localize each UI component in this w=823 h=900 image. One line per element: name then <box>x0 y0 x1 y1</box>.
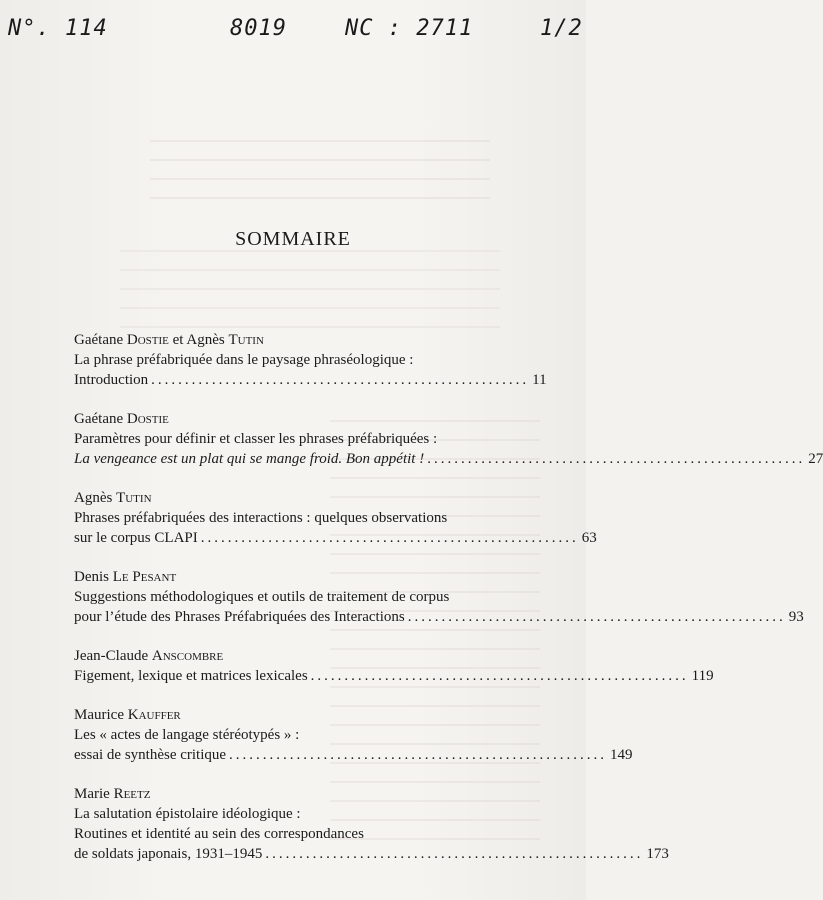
toc-page-line <box>74 449 823 469</box>
author-first-name: Gaétane <box>74 411 124 427</box>
toc-title-line: Routines et identité au sein des correspondances <box>74 826 364 842</box>
author-last-name: Reetz <box>113 786 151 802</box>
page-number: 27 <box>808 451 823 467</box>
leader-dots: ........................................................ <box>265 846 644 862</box>
toc-title-line: La salutation épistolaire idéologique : <box>74 806 301 822</box>
author-last-name: Tutin <box>116 490 152 506</box>
toc-author <box>74 784 494 804</box>
page-number: 119 <box>691 668 714 684</box>
leader-dots: ........................................................ <box>229 747 608 763</box>
toc-entry <box>74 409 823 469</box>
leader-dots: ........................................................ <box>407 609 786 625</box>
author-first-name: Gaétane <box>74 332 124 348</box>
toc-page-line <box>74 528 597 548</box>
toc-title-line: sur le corpus CLAPI <box>74 530 198 546</box>
author-last-name: Kauffer <box>127 707 181 723</box>
leader-dots: ........................................................ <box>310 668 689 684</box>
table-of-contents <box>74 330 823 883</box>
toc-title-line: La phrase préfabriquée dans le paysage phraséologique : <box>74 352 414 368</box>
toc-title-line: Les « actes de langage stéréotypés » : <box>74 727 300 743</box>
leader-dots: ........................................................ <box>151 372 530 388</box>
author-last-name: Le Pesant <box>112 569 177 585</box>
nc-number: NC : 2711 <box>345 16 474 41</box>
toc-title-line: Suggestions méthodologiques et outils de traitement de corpus <box>74 589 450 605</box>
toc-author <box>74 567 494 587</box>
toc-entry <box>74 567 804 627</box>
toc-entry <box>74 705 633 765</box>
toc-entry <box>74 488 597 548</box>
author-last-name: Dostie <box>126 332 169 348</box>
toc-author <box>74 409 494 429</box>
toc-title-line: de soldats japonais, 1931–1945 <box>74 846 263 862</box>
toc-page-line <box>74 370 547 390</box>
page-number: 11 <box>532 372 547 388</box>
author-first-name: Jean-Claude <box>74 648 149 664</box>
author-first-name: Denis <box>74 569 109 585</box>
toc-author <box>74 330 494 350</box>
code-number: 8019 <box>230 16 287 41</box>
toc-title-line: Paramètres pour définir et classer les phrases préfabriquées : <box>74 431 438 447</box>
sheet-number: 1/2 <box>540 16 583 41</box>
toc-title-line: La vengeance est un plat qui se mange froid. Bon appétit ! <box>74 451 425 467</box>
show-through-text <box>150 140 490 200</box>
author-first-name: Marie <box>74 786 110 802</box>
leader-dots: ........................................................ <box>200 530 579 546</box>
toc-author <box>74 488 494 508</box>
author-first-name: Agnès <box>186 332 225 348</box>
leader-dots: ........................................................ <box>427 451 806 467</box>
author-last-name: Tutin <box>228 332 264 348</box>
page-number: 63 <box>581 530 597 546</box>
author-first-name: Maurice <box>74 707 124 723</box>
handwritten-header <box>0 10 586 50</box>
toc-page-line <box>74 844 669 864</box>
author-joiner: et <box>172 332 184 348</box>
author-first-name: Agnès <box>74 490 113 506</box>
toc-title-line: Figement, lexique et matrices lexicales <box>74 668 308 684</box>
author-last-name: Anscombre <box>151 648 224 664</box>
show-through-text <box>120 250 500 330</box>
toc-entry <box>74 784 669 864</box>
toc-entry <box>74 646 714 686</box>
toc-page-line <box>74 607 804 627</box>
toc-title-line: pour l’étude des Phrases Préfabriquées des Interactions <box>74 609 405 625</box>
ref-number: N°. 114 <box>8 16 108 41</box>
toc-entry <box>74 330 547 390</box>
toc-author <box>74 646 494 666</box>
page-number: 173 <box>646 846 669 862</box>
toc-title-line: Introduction <box>74 372 149 388</box>
toc-title-line: essai de synthèse critique <box>74 747 227 763</box>
toc-page-line <box>74 666 714 686</box>
page-number: 93 <box>788 609 804 625</box>
toc-author <box>74 705 494 725</box>
page-title: SOMMAIRE <box>235 228 351 250</box>
page-number: 149 <box>610 747 633 763</box>
toc-title-line: Phrases préfabriquées des interactions : quelques observations <box>74 510 448 526</box>
author-last-name: Dostie <box>126 411 169 427</box>
toc-page-line <box>74 745 633 765</box>
